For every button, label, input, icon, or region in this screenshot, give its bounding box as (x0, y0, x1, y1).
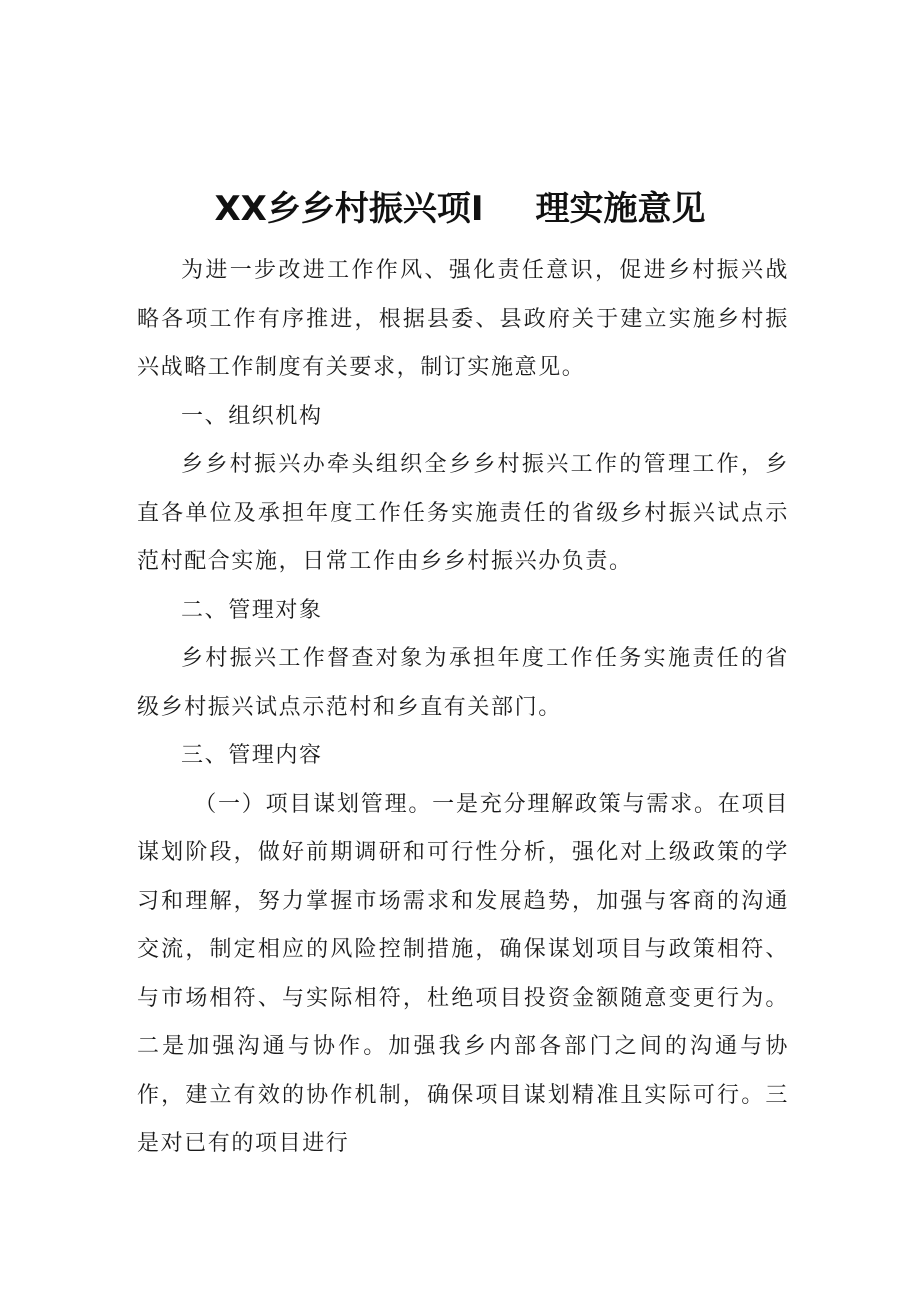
section-1-paragraph: 乡乡村振兴办牵头组织全乡乡村振兴工作的管理工作，乡直各单位及承担年度工作任务实施责任的省级乡村振兴试点示范村配合实施，日常工作由乡乡村振兴办负责。 (137, 452, 789, 574)
title-part-1: XX乡乡村振兴项Ⅰ (214, 189, 484, 229)
intro-paragraph: 为进一步改进工作作风、强化责任意识，促进乡村振兴战略各项工作有序推进，根据县委、县政府关于建立实施乡村振兴战略工作制度有关要求，制订实施意见。 (137, 258, 789, 380)
title-part-2: 理实施意见 (535, 189, 706, 229)
document-title (0, 184, 920, 234)
section-2-paragraph: 乡村振兴工作督查对象为承担年度工作任务实施责任的省级乡村振兴试点示范村和乡直有关部门。 (137, 646, 789, 720)
section-3-subsection-1: （一）项目谋划管理。一是充分理解政策与需求。在项目谋划阶段，做好前期调研和可行性分析，强化对上级政策的学习和理解，努力掌握市场需求和发展趋势，加强与客商的沟通交流，制定相应的风险控制措施，确保谋划项目与政策相符、与市场相符、与实际相符，杜绝项目投资金额随意变更行为。二是加强沟通与协作。加强我乡内部各部门之间的沟通与协作，建立有效的协作机制，确保项目谋划精准且实际可行。三是对已有的项目进行 (137, 791, 789, 1156)
section-1-heading: 一、组织机构 (181, 403, 323, 429)
document-body (137, 247, 789, 1169)
section-2-heading: 二、管理对象 (181, 597, 323, 623)
section-3-heading: 三、管理内容 (181, 743, 323, 768)
